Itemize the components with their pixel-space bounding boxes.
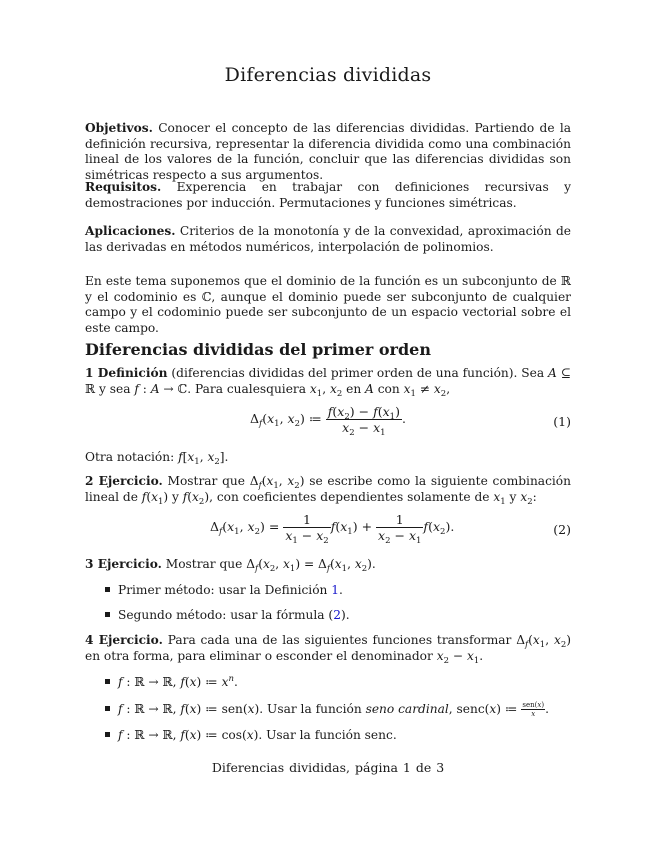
page-title: Diferencias divididas — [224, 64, 432, 86]
definition-1-subtitle: (diferencias divididas del primer orden de una función). — [171, 366, 518, 380]
definition-1-label: 1 Definición — [85, 366, 168, 380]
otra-notacion-label: Otra notación: — [85, 450, 175, 464]
bullet-icon — [105, 679, 110, 684]
requisitos-paragraph — [85, 180, 571, 211]
definition-1: 1 Definición (diferencias divididas del primer orden de una función). Sea A ⊆ ℝ y sea f : A → ℂ. Para cualesquiera $x_1$, $x_2$ en A con $x_1 \ne x_2$, — [85, 366, 571, 399]
exercise-2: 2 Ejercicio. Mostrar que $\Delta_f(x_1$, $x_2$) se escribe como la siguiente combinación lineal de $f(x_1)$ y $f(x_2)$, con coeficientes dependientes solamente de $x_1$ y $x_2$: — [85, 474, 571, 507]
bullet-icon — [105, 612, 110, 617]
equation-1-number: (1) — [553, 414, 571, 429]
exercise-3-label: 3 Ejercicio. — [85, 557, 162, 571]
list-item: f : ℝ → ℝ, f(x) ≔ cos(x). Usar la función senc. — [105, 728, 571, 744]
page-footer: Diferencias divididas, página 1 de 3 — [211, 760, 445, 775]
list-item: f : ℝ → ℝ, f(x) ≔ sen(x). Usar la función seno cardinal, senc(x) ≔ sen(x) x . — [105, 701, 571, 718]
otra-notacion: Otra notación: $f[x_1$, $x_2$]. — [85, 450, 229, 467]
exercise-4: 4 Ejercicio. Para cada una de las siguientes funciones transformar $\Delta_f(x_1$, $x_2$) en otra forma, para eliminar o esconder el denominador $x_2 - x_1$. — [85, 633, 572, 666]
bullet-icon — [105, 587, 110, 592]
list-item: Primer método: usar la Definición 1. — [105, 583, 571, 599]
requisitos-label: Requisitos. — [85, 180, 162, 194]
aplicaciones-label: Aplicaciones. — [85, 224, 176, 238]
exercise-2-label: 2 Ejercicio. — [85, 474, 163, 488]
equation-2-number: (2) — [553, 522, 571, 537]
seno-cardinal-term: seno cardinal — [365, 702, 449, 716]
equation-1: $\Delta_f(x_1$, $x_2$) ≔ $\frac{f(x_2) - f(x_1)}{x_2 - x_1}$ . (1) — [250, 404, 571, 438]
exercise-3: 3 Ejercicio. Mostrar que $\Delta_f(x_2$, $x_1) = \Delta_f(x_1$, $x_2$). — [85, 557, 376, 574]
bullet-icon — [105, 706, 110, 711]
objetivos-text: Conocer el concepto de las diferencias divididas. Partiendo de la definición recursiva, representar la diferencia dividida como una combinación lineal de los valores de la función, concluir que las diferencias divididas son simétricas respecto a sus argumentos. — [85, 121, 572, 182]
aplicaciones-paragraph — [85, 224, 571, 255]
section-heading: Diferencias divididas del primer orden — [85, 340, 431, 359]
list-item: Segundo método: usar la fórmula (2). — [105, 608, 571, 624]
objetivos-label: Objetivos. — [85, 121, 153, 135]
bullet-text: Primer método: usar la Definición — [118, 583, 328, 597]
bullet-icon — [105, 732, 110, 737]
aplicaciones-text: Criterios de la monotonía y de la convexidad, aproximación de las derivadas en métodos numéricos, interpolación de polinomios. — [85, 224, 572, 254]
list-item: f : ℝ → ℝ, f(x) ≔ $x^n$. — [105, 675, 571, 691]
exercise-4-label: 4 Ejercicio. — [85, 633, 163, 647]
objetivos-paragraph — [85, 121, 571, 183]
requisitos-text: Experencia en trabajar con definiciones recursivas y demostraciones por inducción. Permutaciones y funciones simétricas. — [85, 180, 571, 210]
definition-ref-link[interactable]: 1 — [331, 583, 340, 597]
bullet-text: Segundo método: usar la fórmula — [118, 608, 325, 622]
equation-2: $\Delta_f(x_1$, $x_2$) = $\frac{1}{x_1 - x_2}$ $f(x_1)$ + $\frac{1}{x_2 - x_1}$ $f(x_2)$. (2) — [210, 512, 571, 546]
formula-ref-link[interactable]: 2 — [333, 608, 341, 622]
domain-paragraph: En este tema suponemos que el dominio de la función es un subconjunto de ℝ y el codominio es ℂ, aunque el dominio puede ser subconjunto de cualquier campo y el codominio puede ser subconjunto de un espacio vectorial sobre el este campo. — [85, 274, 571, 335]
